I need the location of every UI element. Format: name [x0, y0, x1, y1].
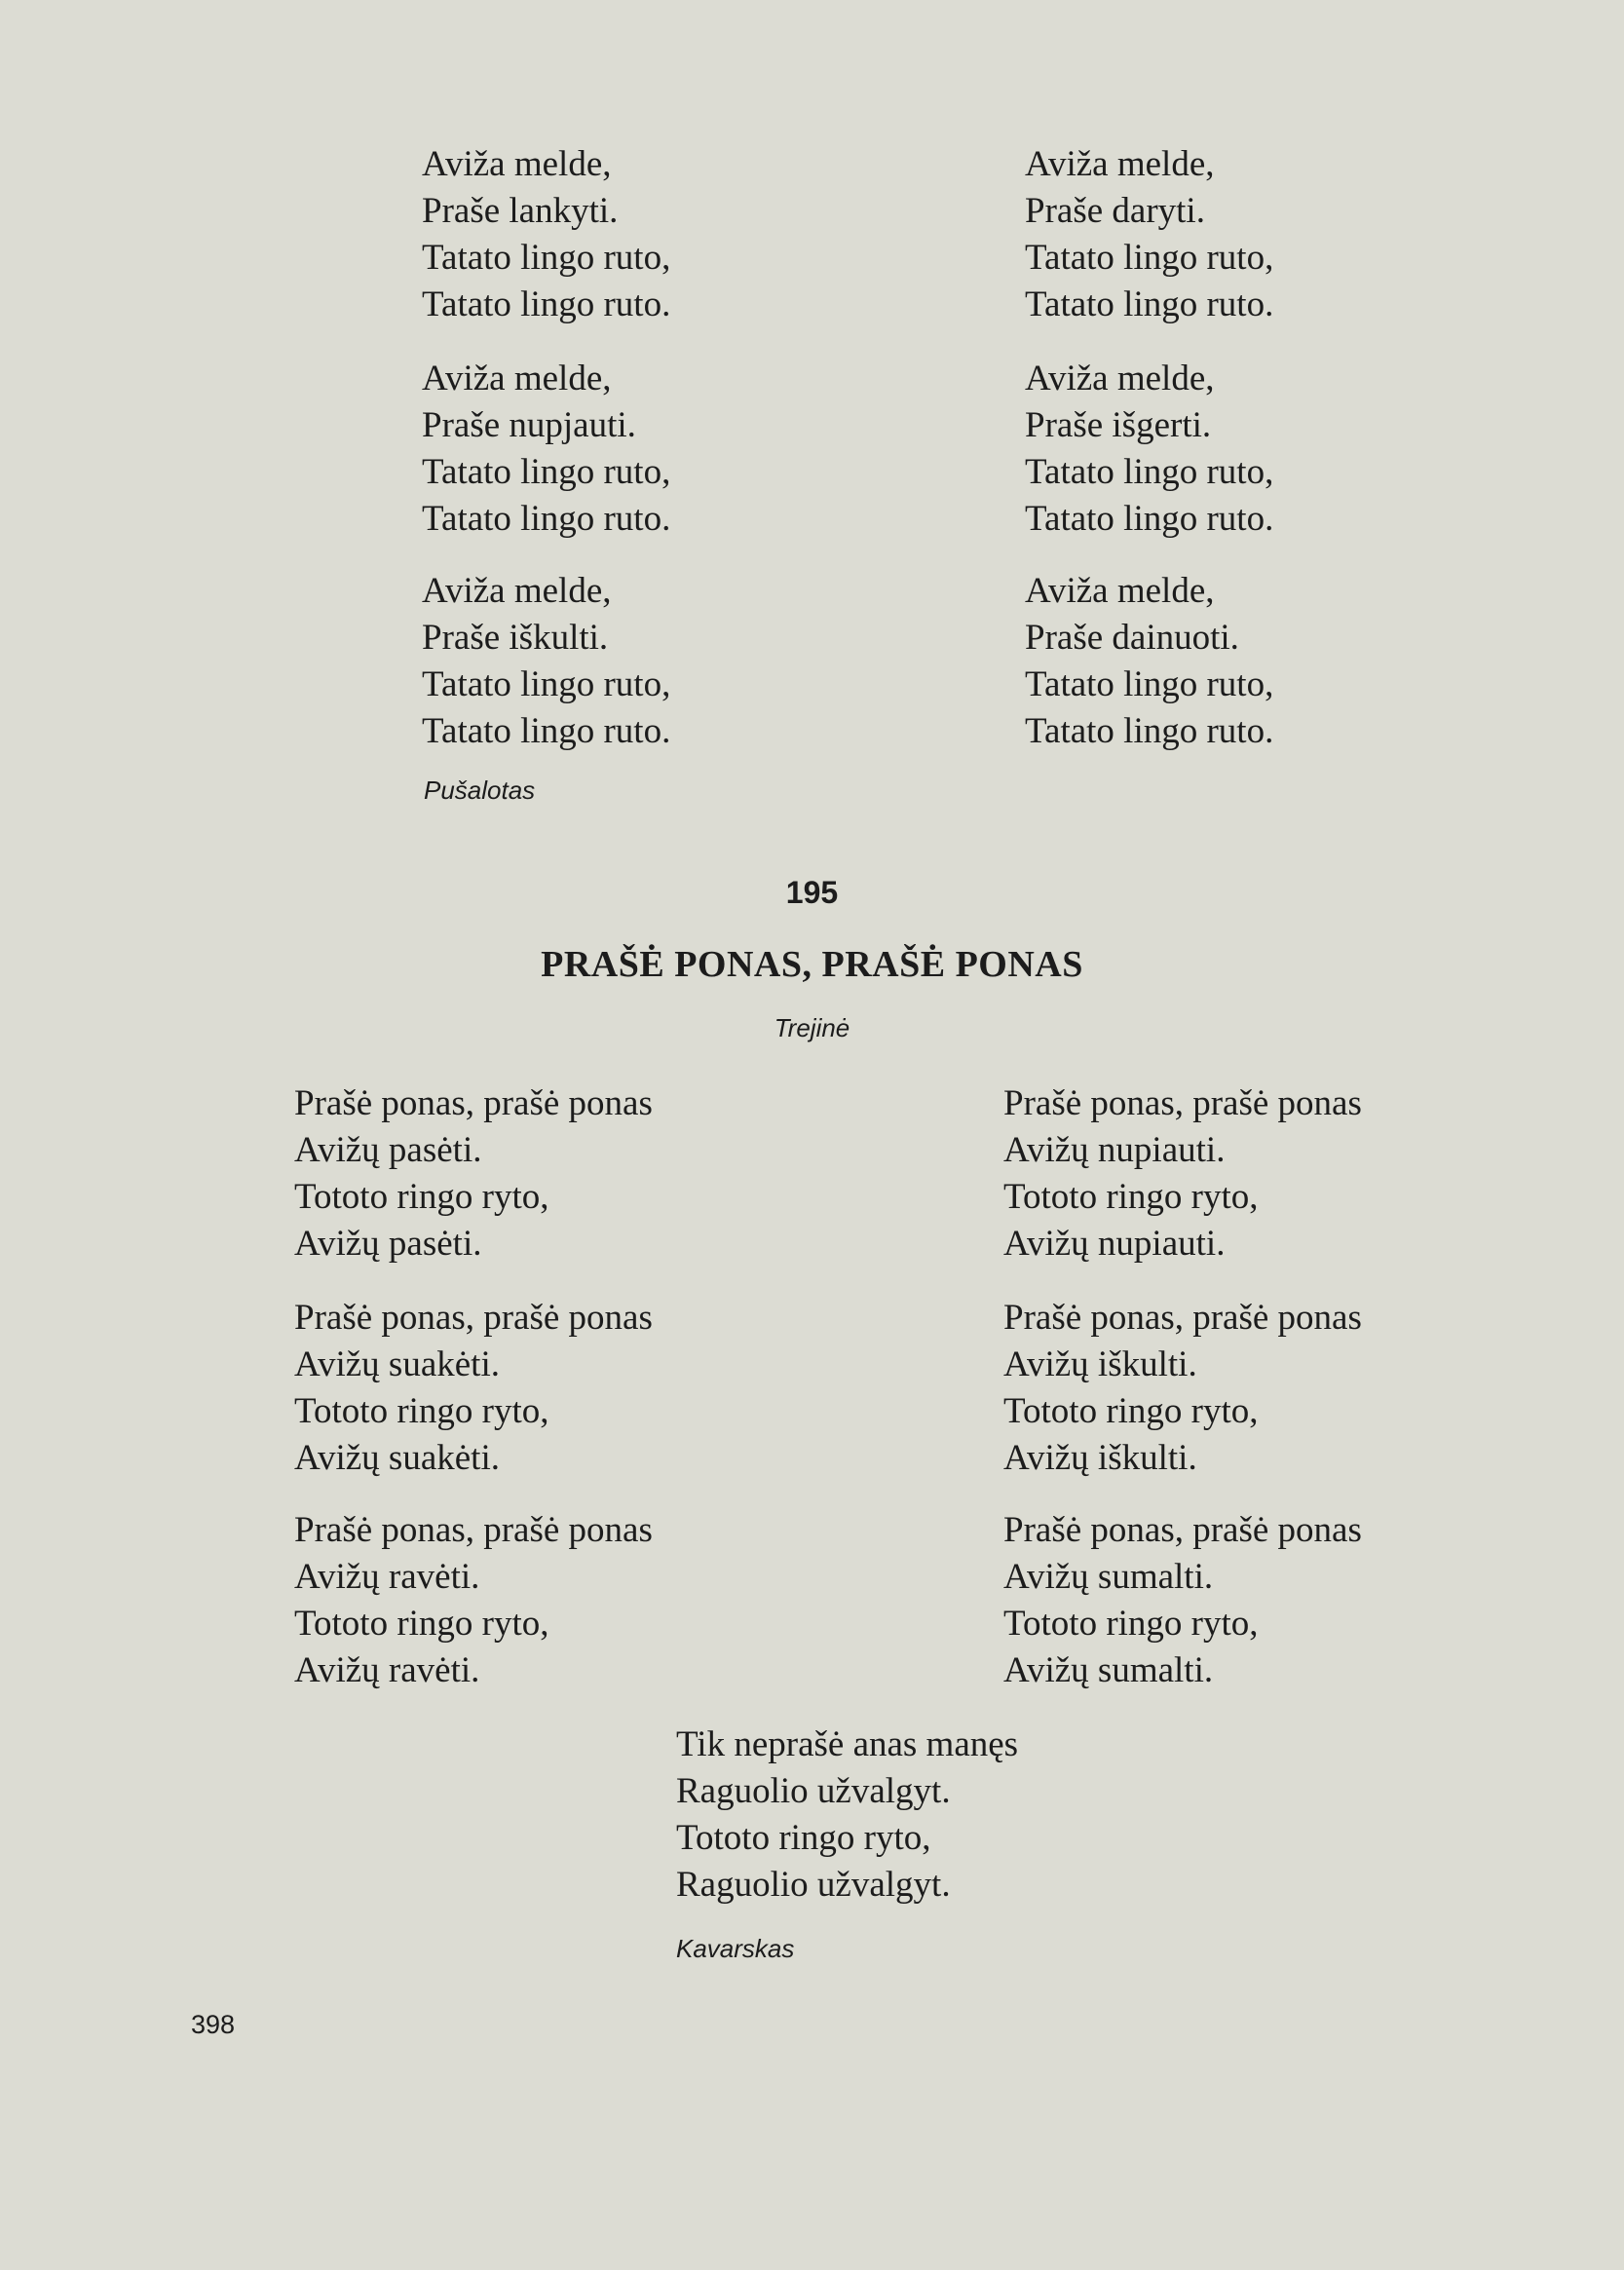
verse-line: Prašė ponas, prašė ponas — [294, 1298, 653, 1338]
verse-line: Prašė ponas, prašė ponas — [294, 1083, 653, 1123]
stanza — [422, 356, 670, 543]
verse-line: Prašė ponas, prašė ponas — [1003, 1298, 1362, 1338]
verse-line: Tatato lingo ruto, — [422, 238, 671, 278]
verse-line: Avižų suakėti. — [294, 1344, 500, 1384]
verse-line: Avižų pasėti. — [294, 1130, 482, 1170]
stanza — [294, 1295, 653, 1482]
verse-line: Avižų nupiauti. — [1003, 1224, 1226, 1264]
verse-line: Tatato lingo ruto, — [1025, 452, 1274, 492]
verse-line: Praše išgerti. — [1025, 405, 1212, 445]
verse-line: Praše iškulti. — [422, 618, 609, 658]
verse-line: Aviža melde, — [422, 144, 612, 184]
verse-line: Tototo ringo ryto, — [676, 1818, 931, 1858]
stanza — [1003, 1295, 1362, 1482]
verse-line: Avižų suakėti. — [294, 1438, 500, 1478]
verse-line: Tototo ringo ryto, — [1003, 1604, 1259, 1644]
verse-line: Praše daryti. — [1025, 191, 1205, 231]
verse-line: Tatato lingo ruto. — [1025, 711, 1274, 751]
verse-line: Tatato lingo ruto, — [1025, 664, 1274, 704]
verse-line: Tatato lingo ruto. — [422, 284, 671, 324]
stanza — [1025, 356, 1273, 543]
song-genre: Trejinė — [774, 1013, 850, 1042]
verse-line: Aviža melde, — [1025, 144, 1215, 184]
stanza — [1025, 141, 1273, 328]
verse-line: Tototo ringo ryto, — [294, 1604, 549, 1644]
verse-line: Tatato lingo ruto. — [1025, 284, 1274, 324]
verse-line: Avižų iškulti. — [1003, 1438, 1197, 1478]
verse-line: Aviža melde, — [1025, 571, 1215, 611]
verse-line: Praše dainuoti. — [1025, 618, 1239, 658]
verse-line: Avižų nupiauti. — [1003, 1130, 1226, 1170]
verse-line: Avižų sumalti. — [1003, 1650, 1214, 1690]
verse-line: Aviža melde, — [422, 359, 612, 398]
verse-line: Tatato lingo ruto. — [1025, 499, 1274, 539]
verse-line: Tatato lingo ruto. — [422, 711, 671, 751]
verse-line: Tik neprašė anas manęs — [676, 1724, 1019, 1764]
verse-line: Tototo ringo ryto, — [1003, 1391, 1259, 1431]
verse-line: Tototo ringo ryto, — [294, 1177, 549, 1217]
page-number: 398 — [191, 2010, 236, 2039]
stanza — [294, 1080, 653, 1267]
verse-line: Avižų sumalti. — [1003, 1557, 1214, 1597]
verse-line: Praše lankyti. — [422, 191, 619, 231]
stanza — [1025, 568, 1273, 755]
place-credit: Pušalotas — [424, 776, 536, 805]
song-number: 195 — [785, 875, 839, 910]
verse-line: Avižų pasėti. — [294, 1224, 482, 1264]
stanza — [1003, 1080, 1362, 1267]
verse-line: Tototo ringo ryto, — [1003, 1177, 1259, 1217]
verse-line: Aviža melde, — [1025, 359, 1215, 398]
place-credit: Kavarskas — [676, 1934, 795, 1963]
verse-line: Tototo ringo ryto, — [294, 1391, 549, 1431]
verse-line: Tatato lingo ruto. — [422, 499, 671, 539]
verse-line: Tatato lingo ruto, — [422, 452, 671, 492]
verse-line: Avižų ravėti. — [294, 1557, 480, 1597]
stanza — [422, 568, 670, 755]
verse-line: Tatato lingo ruto, — [1025, 238, 1274, 278]
stanza — [676, 1721, 1018, 1909]
song-title: PRAŠĖ PONAS, PRAŠĖ PONAS — [541, 944, 1083, 985]
stanza — [1003, 1507, 1362, 1694]
verse-line: Aviža melde, — [422, 571, 612, 611]
stanza — [422, 141, 670, 328]
verse-line: Raguolio užvalgyt. — [676, 1771, 951, 1811]
verse-line: Prašė ponas, prašė ponas — [1003, 1083, 1362, 1123]
verse-line: Raguolio užvalgyt. — [676, 1865, 951, 1905]
verse-line: Prašė ponas, prašė ponas — [294, 1510, 653, 1550]
stanza — [294, 1507, 653, 1694]
verse-line: Avižų iškulti. — [1003, 1344, 1197, 1384]
verse-line: Tatato lingo ruto, — [422, 664, 671, 704]
verse-line: Avižų ravėti. — [294, 1650, 480, 1690]
verse-line: Praše nupjauti. — [422, 405, 636, 445]
verse-line: Prašė ponas, prašė ponas — [1003, 1510, 1362, 1550]
